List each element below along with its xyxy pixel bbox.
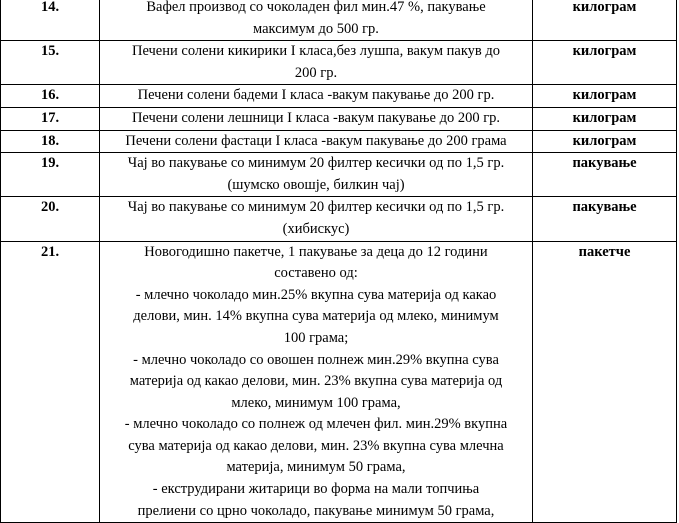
- table-row: [1, 241, 677, 523]
- item-description: [100, 0, 533, 41]
- item-unit: килограм: [533, 85, 677, 108]
- description-line: - млечно чоколадо мин.25% вкупна сува материја од какао: [135, 286, 497, 303]
- item-number: 14.: [1, 0, 100, 41]
- description-line: сува материја од какао делови, мин. 23% вкупна сува млечна: [128, 437, 504, 454]
- description-line: (шумско овошје, билкин чај): [227, 176, 405, 193]
- item-unit: килограм: [533, 41, 677, 85]
- item-unit: килограм: [533, 130, 677, 153]
- item-number: 16.: [1, 85, 100, 108]
- item-description: [100, 130, 533, 153]
- item-unit: килограм: [533, 0, 677, 41]
- table-row: [1, 107, 677, 130]
- description-line: Печени солени фастаци I класа -вакум пакување до 200 грама: [125, 132, 507, 149]
- description-line: Печени солени лешници I класа -вакум пакување до 200 гр.: [131, 109, 501, 126]
- description-line: составено од:: [274, 265, 358, 282]
- description-line: 200 гр.: [294, 64, 338, 81]
- item-description: [100, 241, 533, 523]
- item-description: [100, 107, 533, 130]
- item-number: 17.: [1, 107, 100, 130]
- description-line: материја од какао делови, мин. 23% вкупна сува материја од: [129, 373, 503, 390]
- description-line: - млечно чоколадо со овошен полнеж мин.29% вкупна сува: [133, 351, 499, 368]
- item-description: [100, 153, 533, 197]
- item-unit: пакување: [533, 197, 677, 241]
- item-number: 20.: [1, 197, 100, 241]
- table-row: [1, 130, 677, 153]
- description-line: млеко, минимум 100 грама,: [231, 394, 401, 411]
- item-description: [100, 85, 533, 108]
- description-line: максимум до 500 гр.: [253, 20, 379, 37]
- description-line: прелиени со црно чоколадо, пакување минимум 50 грама,: [137, 502, 495, 519]
- item-number: 18.: [1, 130, 100, 153]
- description-line: Печени солени бадеми I класа -вакум пакување до 200 гр.: [137, 87, 495, 104]
- item-number: 19.: [1, 153, 100, 197]
- item-number: 21.: [1, 241, 100, 523]
- description-line: (хибискус): [282, 220, 350, 237]
- item-unit: пакување: [533, 153, 677, 197]
- table-row: [1, 85, 677, 108]
- description-line: Новогодишно пакетче, 1 пакување за деца до 12 години: [144, 243, 488, 260]
- item-number: 15.: [1, 41, 100, 85]
- description-line: Чај во пакување со минимум 20 филтер кесички од по 1,5 гр.: [127, 155, 505, 172]
- item-description: [100, 197, 533, 241]
- table-row: [1, 0, 677, 41]
- table-row: [1, 153, 677, 197]
- description-line: 100 грама;: [283, 329, 349, 346]
- item-unit: пакетче: [533, 241, 677, 523]
- item-description: [100, 41, 533, 85]
- table-row: [1, 41, 677, 85]
- description-line: материја, минимум 50 грама,: [226, 459, 406, 476]
- description-line: - млечно чоколадо со полнеж од млечен фил. мин.29% вкупна: [124, 416, 508, 433]
- description-line: - екструдирани житарици во форма на мали топчиња: [152, 481, 480, 498]
- description-line: Вафел производ со чоколаден фил мин.47 %, пакување: [146, 0, 486, 15]
- description-line: делови, мин. 14% вкупна сува материја од млеко, минимум: [133, 308, 499, 325]
- description-line: Чај во пакување со минимум 20 филтер кесички од по 1,5 гр.: [127, 199, 505, 216]
- description-line: Печени солени кикирики I класа,без лушпа, вакум пакув до: [131, 43, 501, 60]
- table-row: [1, 197, 677, 241]
- item-unit: килограм: [533, 107, 677, 130]
